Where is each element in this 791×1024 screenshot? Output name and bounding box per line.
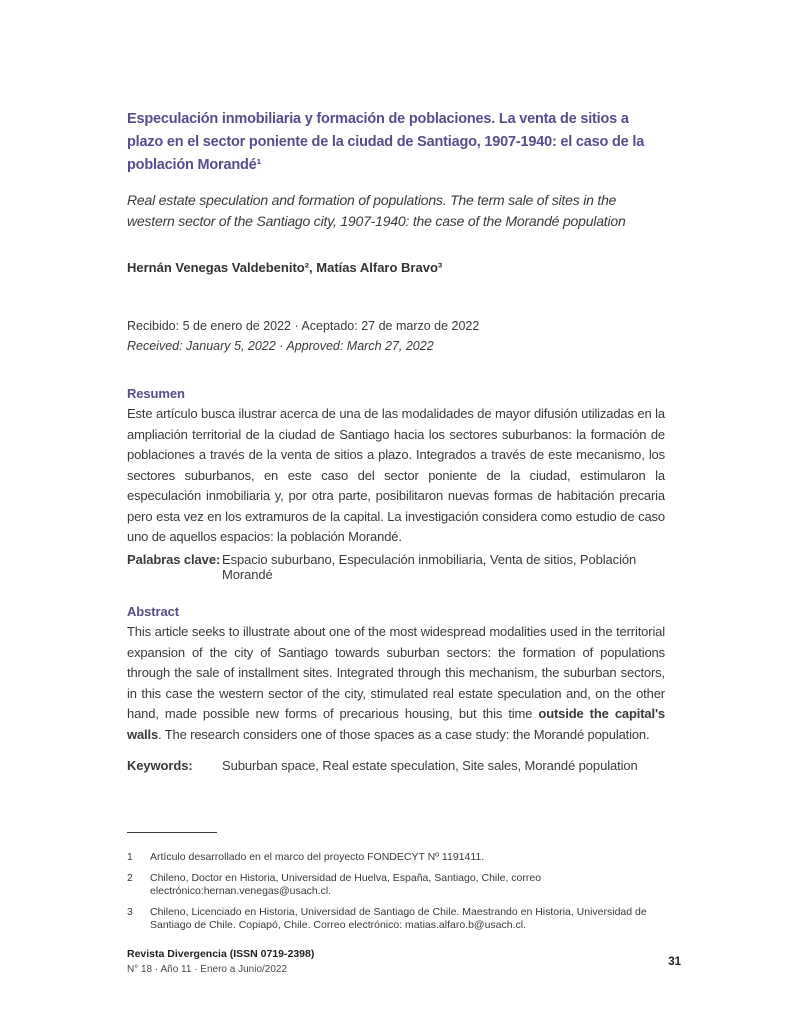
abstract-text-after-bold: . The research considers one of those spaces as a case study: the Morandé population. [158, 726, 650, 742]
resumen-heading: Resumen [127, 386, 185, 401]
footnote-number: 1 [127, 851, 133, 863]
footnotes-block [127, 832, 665, 940]
palabras-clave-list: Espacio suburbano, Especulación inmobiliaria, Venta de sitios, Población Morandé [222, 552, 637, 582]
received-approved-line-english: Received: January 5, 2022 · Approved: March 27, 2022 [127, 339, 434, 353]
footnote-divider [127, 832, 217, 833]
dates-block [127, 316, 665, 356]
abstract-text-bold-phrase: outside the capital's walls [127, 706, 665, 742]
palabras-clave-label: Palabras clave: [127, 552, 221, 567]
footnote-number: 2 [127, 871, 133, 884]
article-title-english: Real estate speculation and formation of populations. The term sale of sites in the western sector of the Santiago city, 1907-1940: the case of the Morandé population [127, 192, 626, 229]
article-title-spanish: Especulación inmobiliaria y formación de poblaciones. La venta de sitios a plazo en el sector poniente de la ciudad de Santiago, 1907-1940: el caso de la población Morandé¹ [127, 111, 645, 173]
journal-footer [127, 948, 665, 975]
received-accepted-line-spanish: Recibido: 5 de enero de 2022 · Aceptado: 27 de marzo de 2022 [127, 319, 480, 333]
page-number: 31 [668, 956, 681, 968]
authors-line: Hernán Venegas Valdebenito², Matías Alfaro Bravo³ [127, 260, 443, 275]
footnote-row [127, 906, 665, 933]
footnote-number: 3 [127, 905, 133, 918]
keywords-row [127, 758, 665, 773]
footer-issue-info: N° 18 · Año 11 · Enero a Junio/2022 [127, 964, 288, 975]
keywords-label: Keywords: [127, 758, 193, 773]
palabras-clave-row [127, 552, 665, 582]
footnote-text: Chileno, Licenciado en Historia, Universidad de Santiago de Chile. Maestrando en Historia, Universidad de Santiago de Chile. Copiapó, Chile. Correo electrónico: matias.alfaro.b@usach.cl. [150, 905, 647, 931]
footer-journal-name: Revista Divergencia (ISSN 0719-2398) [127, 948, 315, 960]
abstract-text-before-bold: This article seeks to illustrate about one of the most widespread modalities used in the territorial expansion of the city of Santiago towards suburban sectors: the formation of populations through the sale of installment sites. Integrated through this mechanism, the suburban sectors, in this case the western sector of the city, stimulated real estate speculation and, on the other hand, made possible new forms of precarious housing, but this time [127, 624, 665, 721]
resumen-body: Este artículo busca ilustrar acerca de una de las modalidades de mayor difusión utilizadas en la ampliación territorial de la ciudad de Santiago hacia los sectores suburbanos: la formación de poblaciones a través de la venta de sitios a plazo. Integrados a través de este mecanismo, los sectores suburbanos, en este caso del sector poniente de la ciudad, estimularon la especulación inmobiliaria y, por otra parte, posibilitaron nuevas formas de habitación precaria pero esta vez en los extramuros de la capital. La investigación considera como estudio de caso uno de aquellos espacios: la población Morandé. [127, 406, 665, 544]
footnote-row [127, 872, 665, 899]
footnote-text: Chileno, Doctor en Historia, Universidad de Huelva, España, Santiago, Chile, correo electrónico:hernan.venegas@usach.cl. [150, 871, 542, 897]
footnote-row [127, 851, 665, 865]
abstract-heading: Abstract [127, 604, 179, 619]
abstract-body [127, 622, 665, 745]
footnote-text: Artículo desarrollado en el marco del proyecto FONDECYT Nº 1191411. [150, 851, 485, 863]
keywords-list: Suburban space, Real estate speculation, Site sales, Morandé population [222, 758, 638, 773]
